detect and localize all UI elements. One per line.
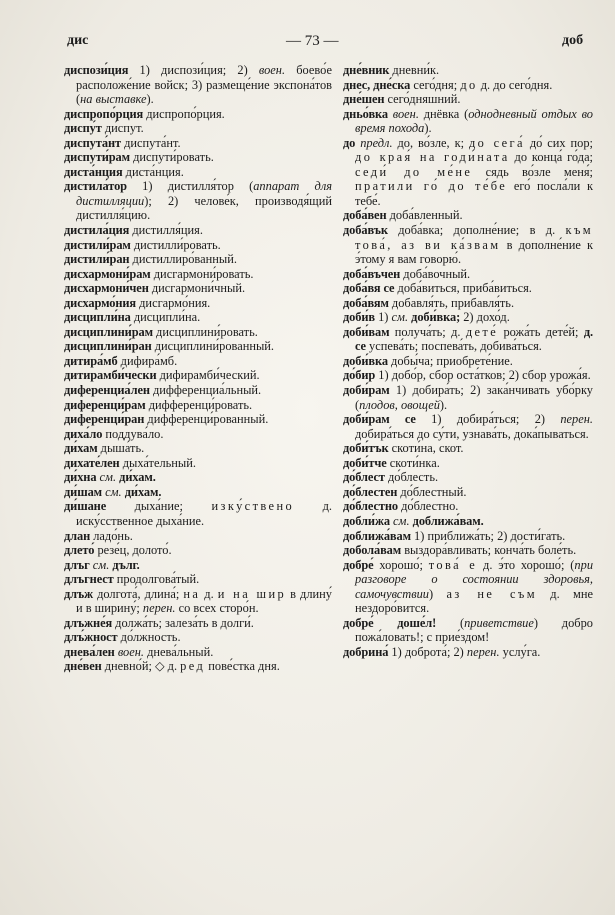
translation-text: дисциплини́ровать.: [152, 324, 258, 339]
translation-text: дифференциа́льный.: [149, 383, 262, 398]
translation-text: дыша́ть.: [97, 441, 145, 456]
translation-text: в длину́ и в ширину́;: [76, 586, 332, 616]
headword: дне́шен: [343, 92, 385, 107]
translation-text: до́лжность.: [117, 630, 181, 645]
translation-text: д. до сего́дня.: [477, 77, 553, 92]
dictionary-entry: [64, 543, 332, 558]
dictionary-entry: [343, 368, 593, 383]
headword: ди́шам: [64, 484, 103, 499]
translation-text: д. мне нездоро́вится.: [355, 586, 593, 616]
dictionary-entry: [64, 645, 332, 660]
translation-text: дифференци́ровать.: [145, 397, 253, 412]
italic-label: см.: [92, 557, 110, 572]
dictionary-entry: [64, 456, 332, 471]
dictionary-entry: [343, 296, 593, 311]
translation-text: 1) дистилля́тор (: [126, 179, 254, 194]
translation-text: дифирамби́ческий.: [156, 368, 260, 383]
translation-text: до́блестно.: [397, 499, 459, 514]
spaced-example: и на шир: [217, 586, 287, 601]
page-number: — 73 —: [286, 33, 339, 49]
spaced-example: пратили го́ до те́бе: [355, 179, 508, 194]
headword: дитирамби́чески: [64, 368, 157, 383]
spaced-example: това́ е: [428, 557, 478, 572]
headword: ди́хам: [64, 441, 98, 456]
italic-label: воен.: [258, 63, 286, 77]
translation-text: дисциплини́рованный.: [151, 339, 275, 354]
dictionary-entry: [64, 485, 332, 500]
headword: днес, дне́ска: [343, 77, 411, 92]
headword: доба́вя се: [343, 281, 395, 296]
headword: дисциплини́ран: [64, 339, 152, 354]
dictionary-entry: [64, 121, 332, 136]
italic-label: аппарат для дистилляции: [76, 179, 332, 208]
translation-text: долгота́, длина́;: [93, 586, 184, 601]
translation-text: до́ сих пор;: [524, 135, 593, 150]
translation-text: 1) диспози́ция; 2): [128, 63, 259, 77]
headword: доби́вам: [343, 324, 390, 339]
translation-text: дыха́ние;: [106, 499, 212, 514]
italic-label: см.: [391, 310, 409, 325]
headword: доби́в: [343, 310, 375, 325]
translation-text: сего́дняшний.: [384, 92, 461, 107]
dictionary-entry: [64, 310, 332, 325]
spaced-example: дете́: [465, 324, 499, 339]
translation-text: скоти́на, скот.: [388, 441, 464, 456]
spaced-example: ред: [180, 659, 206, 674]
dictionary-entry: [64, 427, 332, 442]
dictionary-entry: [343, 441, 593, 456]
spaced-example: аз не съм: [446, 586, 537, 601]
translation-text: д. иску́сственное дыха́ние.: [76, 499, 333, 528]
translation-text: сядь во́зле меня́;: [472, 164, 593, 179]
italic-label: см.: [393, 513, 410, 528]
dictionary-entry: [64, 339, 332, 354]
translation-text: 2) дохо́д.: [460, 310, 510, 325]
dictionary-entry: [343, 223, 593, 267]
translation-text: д. э́то хорошо́; (: [477, 557, 575, 572]
dictionary-entry: [64, 529, 332, 544]
italic-label: воен.: [117, 644, 144, 659]
headword: дихате́лен: [64, 455, 120, 470]
headword: доби́тче: [343, 455, 387, 470]
dictionary-entry: [64, 136, 332, 151]
translation-text: поддува́ло.: [102, 426, 164, 441]
dictionary-entry: [64, 107, 332, 122]
translation-text: скоти́нка.: [386, 455, 440, 470]
dictionary-entry: [64, 659, 332, 674]
translation-text: выздора́вливать; конча́ть боле́ть.: [401, 543, 577, 558]
dictionary-entry: [343, 136, 593, 209]
headword: диференци́ран: [64, 412, 145, 427]
translation-text: 1): [375, 310, 392, 325]
translation-text: диспута́нт.: [121, 135, 181, 150]
headword: дистили́ран: [64, 252, 130, 267]
translation-text: ).: [439, 397, 448, 412]
translation-text: диста́нция.: [122, 164, 184, 179]
translation-text: дисгармо́ния.: [136, 295, 211, 310]
translation-text: получа́ть; д.: [389, 324, 466, 339]
italic-label: плодов, овощей: [359, 397, 440, 412]
translation-text: услу́га.: [499, 644, 541, 659]
dictionary-entry: [64, 238, 332, 253]
headword: добли́жа: [343, 513, 390, 528]
headword: до́бир: [343, 368, 376, 383]
spaced-example: изку́ствено: [211, 499, 295, 514]
dictionary-entry: [343, 92, 593, 107]
translation-text: дифира́мб.: [117, 353, 178, 368]
spaced-example: до сега́: [468, 135, 525, 150]
translation-text: пове́стка дня.: [205, 659, 280, 674]
translation-text: доба́вочный.: [400, 266, 471, 281]
dictionary-entry: [64, 281, 332, 296]
translation-text: должа́ть; залеза́ть в долги́.: [112, 615, 254, 630]
translation-text: ладо́нь.: [90, 528, 133, 543]
translation-text: ).: [424, 121, 432, 136]
italic-label: перен.: [466, 644, 500, 659]
running-head-left: дис: [67, 33, 89, 48]
dictionary-entry: [64, 441, 332, 456]
dictionary-entry: [343, 281, 593, 296]
translation-text: до́блестный.: [397, 484, 467, 499]
translation-text: доба́вленный.: [386, 208, 463, 223]
headword: длъг: [64, 557, 90, 572]
translation-text: дисгармони́чный.: [148, 281, 246, 296]
translation-text: хорошо́;: [373, 557, 429, 572]
headword: дисхармо́ния: [64, 295, 137, 310]
headword: д. се: [355, 324, 593, 354]
dictionary-entry: [343, 470, 593, 485]
translation-text: диспути́ровать.: [130, 150, 214, 165]
dictionary-entry: [343, 616, 593, 645]
translation-text: (: [436, 615, 465, 630]
spaced-example: седи́ до ме́не: [355, 164, 473, 179]
headword: дисциплини́рам: [64, 324, 153, 339]
translation-text: дистиллиро́ванный.: [129, 252, 237, 267]
dictionary-entry: [343, 107, 593, 136]
translation-text: дыха́тельный.: [119, 455, 196, 470]
headword: диференци́рам: [64, 397, 146, 412]
translation-text: дневни́к.: [389, 63, 440, 77]
dictionary-entry: [343, 63, 593, 78]
headword: до́блестно: [343, 499, 398, 514]
headword: добре́ доше́л!: [343, 615, 437, 630]
dictionary-entry: [64, 572, 332, 587]
dictionary-entry: [343, 543, 593, 558]
headword: дистила́тор: [64, 179, 127, 194]
running-head-right: доб: [562, 33, 584, 48]
dictionary-entry: [64, 368, 332, 383]
translation-text: продолгова́тый.: [113, 572, 200, 587]
headword: диха́ло: [64, 426, 103, 441]
left-column: [64, 63, 332, 674]
headword: длан: [64, 528, 91, 543]
italic-label: см.: [105, 484, 122, 499]
dictionary-entry: [64, 354, 332, 369]
translation-text: успева́ть; поспева́ть, добива́ться.: [365, 339, 542, 354]
headword: дисхармони́чен: [64, 281, 149, 296]
translation-text: ): [429, 586, 447, 601]
dictionary-entry: [343, 354, 593, 369]
translation-text: добира́ться до су́ти, узнава́ть, дока́пываться.: [355, 426, 589, 441]
headword: до́блест: [343, 470, 385, 485]
dictionary-entry: [343, 208, 593, 223]
headword: ди́хам.: [124, 484, 162, 499]
headword: дньо́вка: [343, 106, 388, 121]
translation-text: ).: [146, 92, 154, 107]
translation-text: дистилли́ровать.: [130, 237, 221, 252]
headword: доби́рам: [343, 383, 390, 398]
dictionary-entry: [64, 630, 332, 645]
headword: до: [343, 135, 356, 150]
dictionary-entry: [343, 529, 593, 544]
headword: доби́тък: [343, 441, 389, 456]
translation-text: до конца́ го́да;: [509, 150, 594, 165]
dictionary-entry: [64, 383, 332, 398]
headword: дистила́ция: [64, 223, 130, 238]
headword: доба́вък: [343, 223, 388, 238]
translation-text: днева́льный.: [143, 644, 214, 659]
headword: дне́вник: [343, 63, 390, 77]
italic-label: на выставке: [80, 92, 147, 107]
dictionary-entry: [64, 412, 332, 427]
translation-text: его́ посла́ли к тебе́.: [355, 179, 593, 208]
translation-text: боево́е расположе́ние войск; 3) размеще́ние экспона́тов (: [76, 63, 332, 107]
dictionary-entry: [64, 267, 332, 282]
headword: дистили́рам: [64, 237, 131, 252]
dictionary-entry: [64, 165, 332, 180]
italic-label: при разговоре о состоянии здоровья, самочувствии: [355, 557, 594, 601]
headword: диспози́ция: [64, 63, 129, 77]
dictionary-entry: [64, 63, 332, 107]
dictionary-entry: [343, 267, 593, 282]
right-column: [343, 63, 593, 659]
headword: диспу́т: [64, 121, 102, 136]
headword: доба́въчен: [343, 266, 401, 281]
translation-text: в дополне́ние к э́тому я вам говорю́.: [355, 237, 594, 267]
headword: диспропо́рция: [64, 106, 144, 121]
translation-text: 1) добира́ть; 2) зака́нчивать убо́рку (: [355, 383, 593, 412]
dictionary-entry: [64, 325, 332, 340]
headword: днева́лен: [64, 644, 115, 659]
headword: добрина́: [343, 644, 389, 659]
headword: ди́шане: [64, 499, 107, 514]
translation-text: ) добро пожа́ловать!; с прие́здом!: [355, 615, 593, 645]
translation-text: дифференци́рованный.: [144, 412, 269, 427]
dictionary-entry: [343, 383, 593, 412]
dictionary-entry: [343, 310, 593, 325]
italic-label: см.: [99, 470, 117, 485]
dictionary-entry: [64, 223, 332, 238]
headword: ди́хам.: [119, 470, 156, 485]
headword: длъжне́я: [64, 615, 113, 630]
headword: добола́вам: [343, 543, 402, 558]
italic-label: перен.: [560, 412, 593, 427]
headword: доба́вям: [343, 295, 389, 310]
translation-text: дисципли́на.: [130, 310, 201, 325]
translation-text: доба́вка; дополне́ние; в д.: [387, 223, 566, 238]
translation-text: рожа́ть дете́й;: [498, 324, 584, 339]
dictionary-entry: [343, 499, 593, 514]
translation-text: дистилля́ция.: [129, 223, 203, 238]
headword: дитира́мб: [64, 353, 118, 368]
dictionary-entry: [64, 296, 332, 311]
translation-text: добавля́ть, прибавля́ть.: [388, 295, 515, 310]
translation-text: 1) доброта́; 2): [388, 644, 467, 659]
translation-text: ); 2) челове́к, производя́щий дистилля́цию.: [76, 193, 332, 223]
translation-text: диспропо́рция.: [143, 106, 225, 121]
headword: диста́нция: [64, 164, 123, 179]
dictionary-entry: [343, 514, 593, 529]
dictionary-entry: [343, 558, 593, 616]
headword: доближа́вам: [343, 528, 411, 543]
headword: добре́: [343, 557, 374, 572]
dictionary-entry: [343, 645, 593, 660]
translation-text: до́блесть.: [384, 470, 439, 485]
dictionary-entry: [343, 456, 593, 471]
dictionary-entry: [343, 485, 593, 500]
translation-text: дневно́й; ◇ д.: [101, 659, 181, 674]
headword: доби́вка: [343, 353, 388, 368]
italic-label: предл.: [360, 135, 393, 150]
translation-text: сего́дня;: [410, 77, 461, 92]
headword: диференциа́лен: [64, 383, 150, 398]
dictionary-entry: [64, 616, 332, 631]
translation-text: 1) добира́ться; 2): [415, 412, 561, 427]
dictionary-entry: [64, 179, 332, 223]
headword: доба́вен: [343, 208, 387, 223]
dictionary-entry: [64, 398, 332, 413]
headword: дисхармони́рам: [64, 266, 151, 281]
dictionary-entry: [64, 558, 332, 573]
headword: длето́: [64, 543, 95, 558]
dictionary-entry: [64, 150, 332, 165]
dictionary-entry: [64, 252, 332, 267]
translation-text: со всех сторо́н.: [175, 601, 259, 616]
headword: длъгнест: [64, 572, 114, 587]
headword: доби́вка;: [411, 310, 461, 325]
spaced-example: на: [183, 586, 201, 601]
translation-text: днёвка (: [418, 106, 469, 121]
headword: доби́рам се: [343, 412, 416, 427]
translation-text: д.: [200, 586, 218, 601]
headword: доближа́вам.: [412, 513, 484, 528]
translation-text: резе́ц, долото́.: [94, 543, 172, 558]
translation-text: до, во́зле, к;: [392, 135, 469, 150]
translation-text: 1) добо́р, сбор оста́тков; 2) сбор урожа́я.: [375, 368, 591, 383]
dictionary-entry: [64, 470, 332, 485]
headword: длъж: [64, 586, 94, 601]
spaced-example: до: [460, 77, 478, 92]
headword: до́блестен: [343, 484, 398, 499]
dictionary-entry: [343, 325, 593, 354]
headword: дне́вен: [64, 659, 102, 674]
dictionary-entry: [343, 412, 593, 441]
dictionary-entry: [64, 587, 332, 616]
translation-text: доба́виться, приба́виться.: [394, 281, 532, 296]
italic-label: приветствие: [464, 615, 534, 630]
italic-label: воен.: [392, 106, 419, 121]
headword: диспути́рам: [64, 150, 130, 165]
translation-text: добы́ча; приобрете́ние.: [387, 353, 513, 368]
dictionary-entry: [343, 78, 593, 93]
translation-text: ди́спут.: [101, 121, 144, 136]
translation-text: 1) приближа́ть; 2) дости́гать.: [410, 528, 566, 543]
dictionary-entry: [64, 499, 332, 528]
headword: диспута́нт: [64, 135, 121, 150]
italic-label: перен.: [142, 601, 176, 616]
spaced-example: до края́ на годи́ната: [355, 150, 510, 165]
headword: ди́хна: [64, 470, 97, 485]
translation-text: дисгармони́ровать.: [150, 266, 254, 281]
spaced-example: към това́, аз ви ка́звам: [355, 223, 593, 252]
italic-label: однодневный отдых во время похода: [355, 106, 593, 136]
headword: дълг.: [112, 557, 140, 572]
headword: дисципли́на: [64, 310, 131, 325]
headword: длъ́жност: [64, 630, 118, 645]
